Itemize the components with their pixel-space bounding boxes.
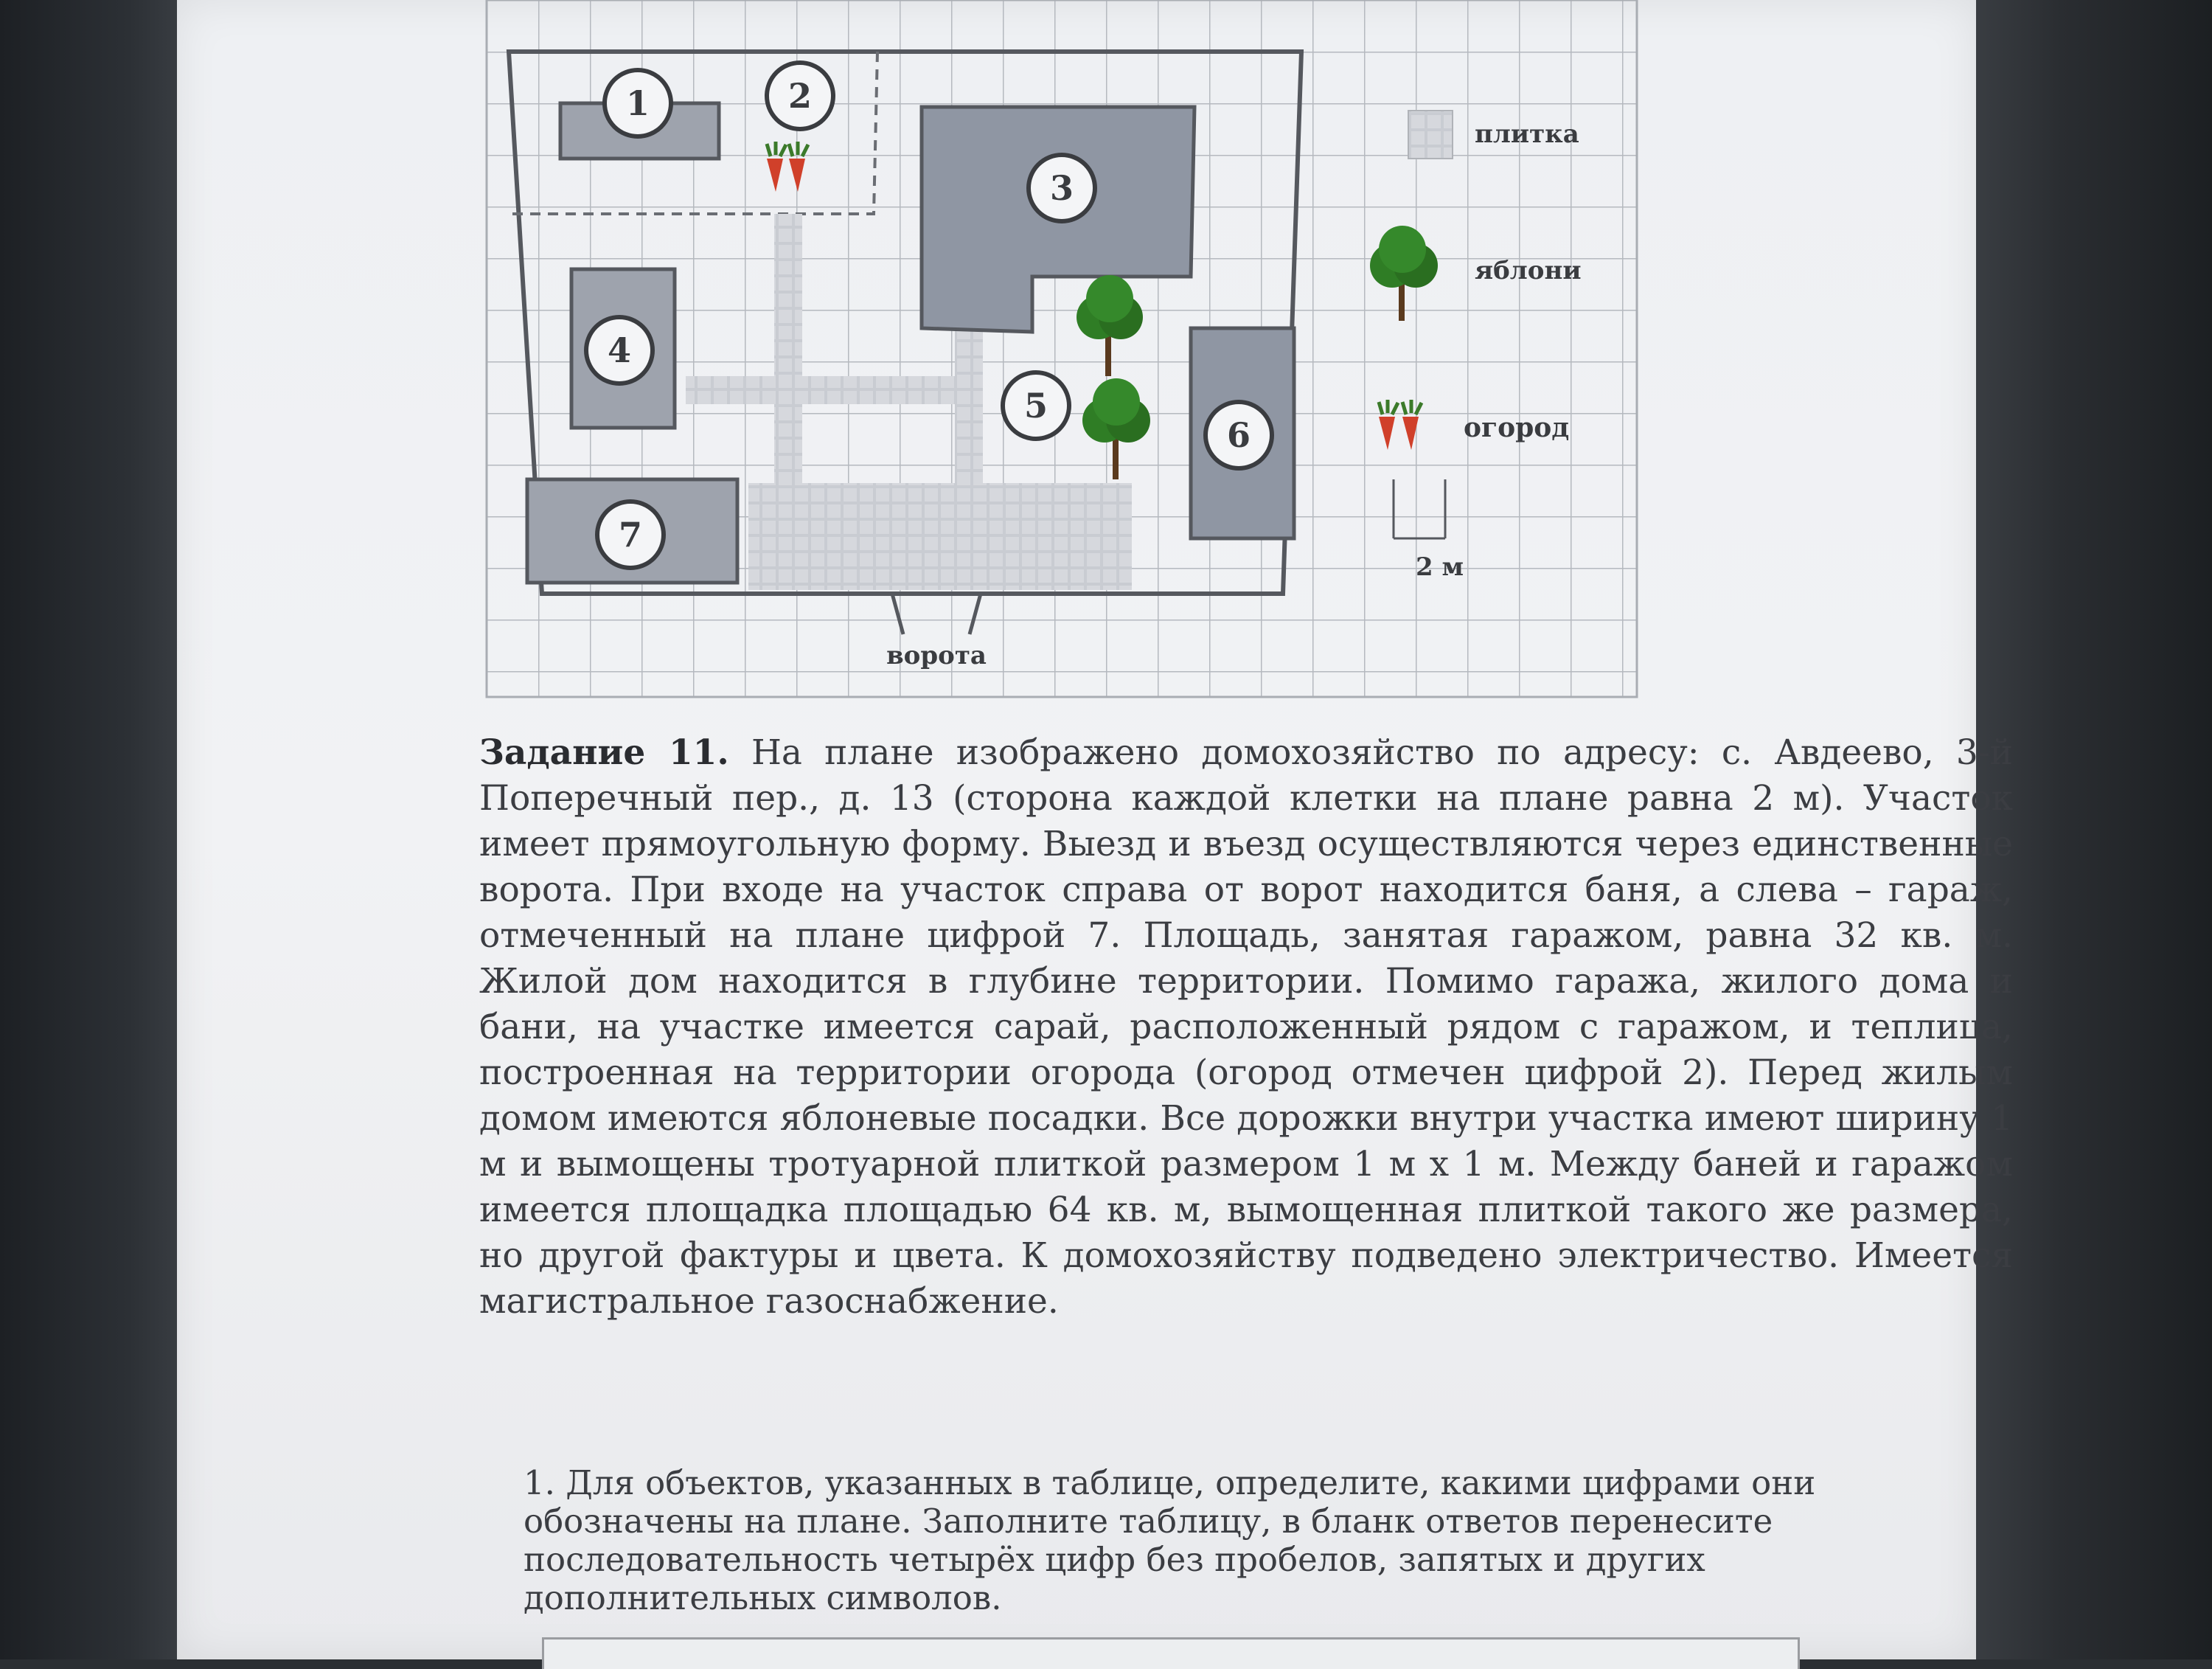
svg-text:5: 5 (1023, 386, 1048, 426)
svg-text:4: 4 (607, 330, 632, 370)
marker-3 (1029, 155, 1095, 221)
task-heading: Задание 11. (479, 732, 729, 773)
marker-1 (605, 70, 671, 136)
site-plan (177, 0, 1976, 723)
marker-6 (1206, 402, 1272, 468)
answer-table (542, 1637, 1800, 1669)
svg-text:яблони: яблони (1475, 256, 1582, 285)
marker-7 (597, 502, 664, 568)
document-page (177, 0, 2013, 1659)
svg-text:3: 3 (1049, 168, 1074, 208)
marker-5 (1003, 372, 1069, 439)
svg-text:7: 7 (618, 515, 643, 555)
svg-text:2 м: 2 м (1416, 552, 1464, 582)
svg-text:6: 6 (1226, 415, 1251, 455)
paved-area (748, 483, 1132, 590)
path-to-house (955, 325, 983, 494)
svg-text:2: 2 (787, 76, 813, 116)
svg-text:огород: огород (1464, 412, 1570, 443)
path-vertical (774, 214, 802, 487)
gate-label: ворота (886, 641, 987, 670)
question-text: 1. Для объектов, указанных в таблице, определите, какими цифрами они обозначены на плане. Заполните таблицу, в бланк ответов перенесите последовательность четырёх цифр без пробелов, запятых и других дополнительных символов. (524, 1463, 1816, 1617)
svg-text:плитка: плитка (1475, 119, 1579, 149)
marker-2 (767, 63, 833, 129)
task-body: На плане изображено домохозяйство по адресу: с. Авдеево, 3-й Поперечный пер., д. 13 (сторона каждой клетки на плане равна 2 м). Участок имеет прямоугольную форму. Выезд и въезд осуществляются через единственные ворота. При входе на участок справа от ворот находится баня, а слева – гараж, отмеченный на плане цифрой 7. Площадь, занятая гаражом, равна 32 кв. м. Жилой дом находится в глубине территории. Помимо гаража, жилого дома и бани, на участке имеется сарай, расположенный рядом с гаражом, и теплица, построенная на территории огорода (огород отмечен цифрой 2). Перед жилым домом имеются яблоневые посадки. Все дорожки внутри участка имеют ширину 1 м и вымощены тротуарной плиткой размером 1 м х 1 м. Между баней и гаражом имеется площадка площадью 64 кв. м, вымощенная плиткой такого же размера, но другой фактуры и цвета. К домохозяйству подведено электричество. Имеется магистральное газоснабжение. (479, 732, 2013, 1322)
question-1 (524, 1464, 1961, 1617)
path-horizontal (686, 376, 981, 404)
monitor-bezel-left (0, 0, 184, 1659)
marker-4 (586, 317, 653, 384)
svg-text:1: 1 (625, 83, 650, 123)
task-text (479, 730, 2013, 1325)
